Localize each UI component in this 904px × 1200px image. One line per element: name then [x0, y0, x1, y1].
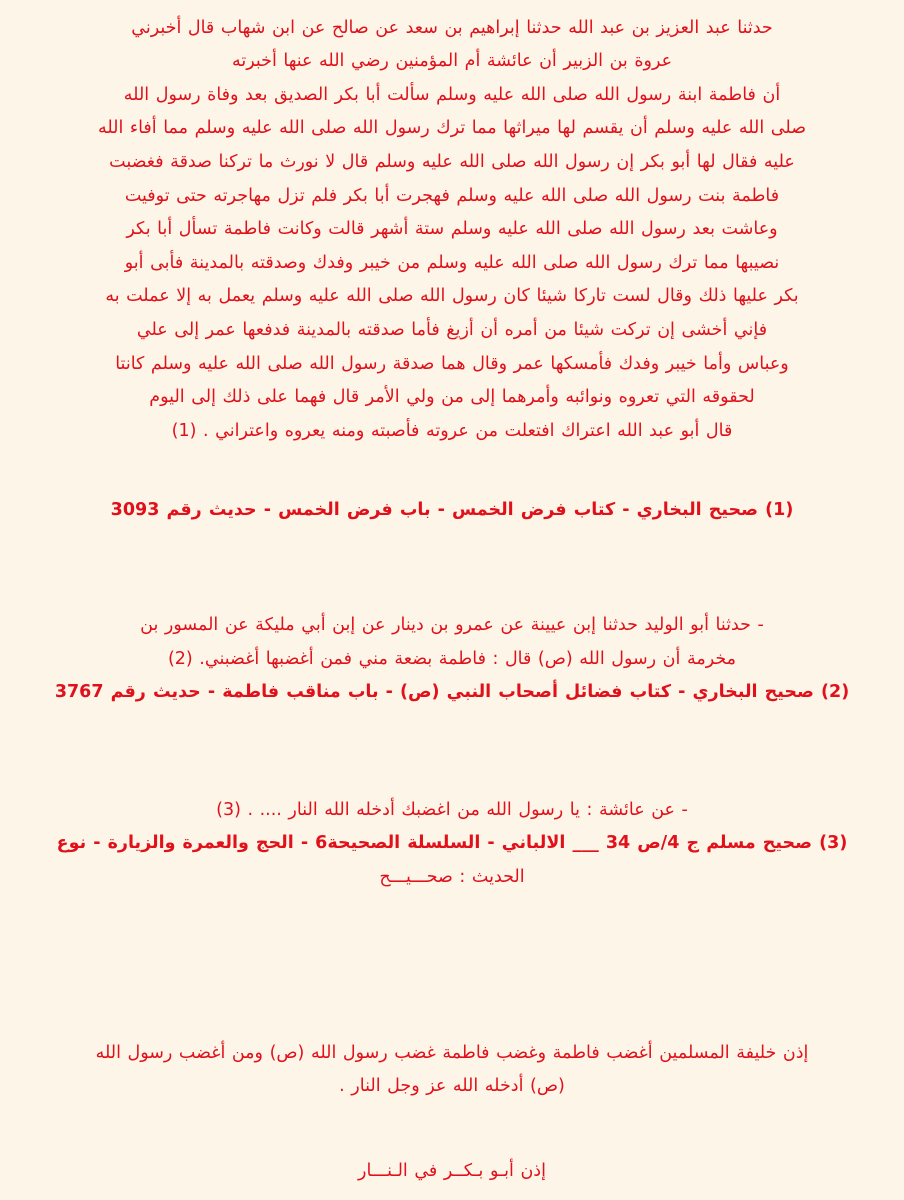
hadith1-line-13: قال أبو عبد الله اعتراك افتعلت من عروته فأصبته ومنه يعروه واعتراني . (1)	[171, 421, 733, 441]
hadith1-line-2: عروة بن الزبير أن عائشة أم المؤمنين رضي الله عنها أخبرته	[231, 51, 673, 71]
hadith1-line-5: عليه فقال لها أبو بكر إن رسول الله صلى الله عليه وسلم قال لا نورث ما تركنا صدقة فغضبت	[109, 152, 795, 172]
conclusion-line-2: (ص) أدخله الله عز وجل النار .	[339, 1076, 565, 1096]
conclusion-final: إذن أبـو بـكــر في الـنـــار	[358, 1161, 546, 1181]
hadith1-line-1: حدثنا عبد العزيز بن عبد الله حدثنا إبراهيم بن سعد عن صالح عن ابن شهاب قال أخبرني	[131, 18, 773, 38]
hadith1-line-8: نصيبها مما ترك رسول الله صلى الله عليه وسلم من خيبر وفدك وصدقته بالمدينة فأبى أبو	[124, 253, 780, 273]
hadith1-line-4: صلى الله عليه وسلم أن يقسم لها ميراثها مما ترك رسول الله صلى الله عليه وسلم مما أفاء الله	[97, 118, 807, 138]
hadith3-text: - عن عائشة : يا رسول الله من اغضبك أدخله الله النار .... . (3)	[216, 800, 688, 820]
conclusion-line-1: إذن خليفة المسلمين أغضب فاطمة وغضب فاطمة غضب رسول الله (ص) ومن أغضب رسول الله	[95, 1043, 809, 1063]
hadith1-line-11: وعباس وأما خيبر وفدك فأمسكها عمر وقال هما صدقة رسول الله صلى الله عليه وسلم كانتا	[115, 354, 789, 374]
hadith3-source-line-2: الحديث : صحـــيـــح	[379, 867, 525, 887]
hadith1-line-12: لحقوقه التي تعروه ونوائبه وأمرهما إلى من ولي الأمر قال فهما على ذلك إلى اليوم	[149, 387, 755, 407]
hadith1-line-3: أن فاطمة ابنة رسول الله صلى الله عليه وسلم سألت أبا بكر الصديق بعد وفاة رسول الله	[123, 85, 781, 105]
hadith1-line-6: فاطمة بنت رسول الله صلى الله عليه وسلم فهجرت أبا بكر فلم تزل مهاجرته حتى توفيت	[124, 186, 780, 206]
hadith1-line-10: فإني أخشى إن تركت شيئا من أمره أن أزيغ فأما صدقته بالمدينة فدفعها عمر إلى علي	[136, 320, 768, 340]
hadith2-line-2: مخرمة أن رسول الله (ص) قال : فاطمة بضعة مني فمن أغضبها أغضبني. (2)	[167, 649, 737, 669]
hadith2-line-1: - حدثنا أبو الوليد حدثنا إبن عيينة عن عمرو بن دينار عن إبن أبي مليكة عن المسور بن	[140, 615, 764, 635]
hadith1-line-7: وعاشت بعد رسول الله صلى الله عليه وسلم ستة أشهر قالت وكانت فاطمة تسأل أبا بكر	[126, 219, 778, 239]
hadith1-source: (1) صحيح البخاري - كتاب فرض الخمس - باب فرض الخمس - حديث رقم 3093	[110, 500, 794, 520]
hadith2-source: (2) صحيح البخاري - كتاب فضائل أصحاب النبي (ص) - باب مناقب فاطمة - حديث رقم 3767	[54, 682, 850, 702]
hadith1-line-9: بكر عليها ذلك وقال لست تاركا شيئا كان رسول الله صلى الله عليه وسلم يعمل به إلا عملت به	[105, 286, 799, 306]
hadith3-source-line-1: (3) صحيح مسلم ج 4/ص 34 ___ الالباني - السلسلة الصحيحة6 - الحج والعمرة والزيارة - نوع	[56, 833, 848, 853]
